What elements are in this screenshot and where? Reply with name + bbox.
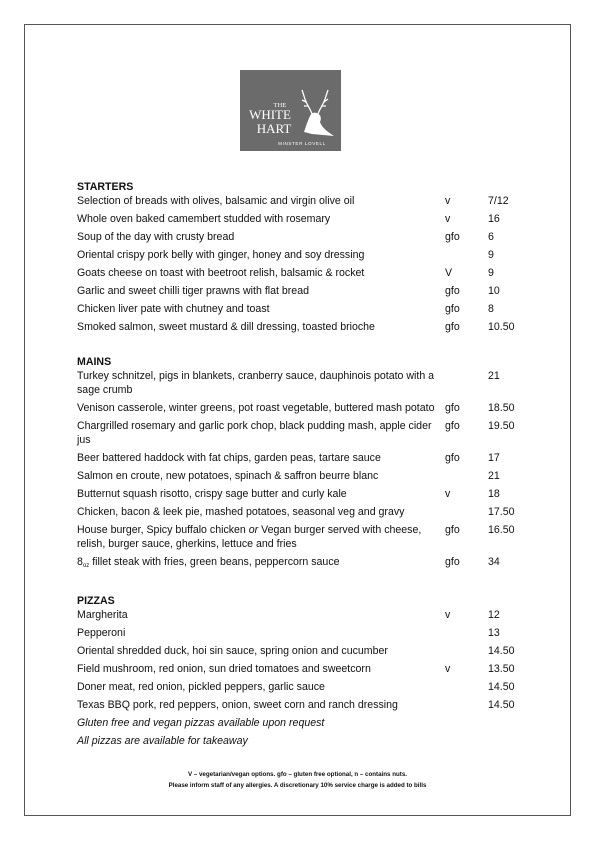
- item-description: [77, 555, 439, 573]
- menu-item: [77, 302, 527, 320]
- item-description: Smoked salmon, sweet mustard & dill dressing, toasted brioche: [77, 321, 375, 333]
- starters-title: STARTERS: [77, 181, 134, 193]
- item-description: Butternut squash risotto, crispy sage butter and curly kale: [77, 488, 347, 500]
- item-price: 9: [488, 267, 494, 279]
- menu-item: [77, 248, 527, 266]
- menu-item: [77, 608, 527, 626]
- steak-weight: 8: [77, 556, 83, 568]
- item-price: 14.50: [488, 681, 515, 693]
- item-description: Beer battered haddock with fat chips, garden peas, tartare sauce: [77, 452, 381, 464]
- item-description: Salmon en croute, new potatoes, spinach & saffron beurre blanc: [77, 470, 379, 482]
- item-description: Whole oven baked camembert studded with rosemary: [77, 213, 331, 225]
- item-dietary-tag: gfo: [445, 420, 460, 432]
- item-dietary-tag: gfo: [445, 285, 460, 297]
- item-price: 6: [488, 231, 494, 243]
- menu-item: [77, 626, 527, 644]
- pizza-note-gluten-free: Gluten free and vegan pizzas available upon request: [77, 717, 325, 729]
- item-price: 21: [488, 370, 500, 382]
- item-dietary-tag: gfo: [445, 303, 460, 315]
- menu: [77, 180, 527, 752]
- logo-line3: HART: [256, 121, 292, 136]
- item-price: 9: [488, 249, 494, 261]
- item-description: Chicken, bacon & leek pie, mashed potatoes, seasonal veg and gravy: [77, 506, 405, 518]
- menu-item: [77, 284, 527, 302]
- steak-weight-unit: oz: [82, 563, 90, 569]
- item-price: 17: [488, 452, 500, 464]
- item-price: 16.50: [488, 524, 515, 536]
- menu-item: [77, 401, 527, 419]
- item-description: Margherita: [77, 609, 128, 621]
- menu-item: [77, 662, 527, 680]
- starters-list: [77, 194, 527, 338]
- item-description: Chicken liver pate with chutney and toast: [77, 303, 270, 315]
- item-price: 34: [488, 556, 500, 568]
- item-price: 21: [488, 470, 500, 482]
- logo-line4: MINSTER LOVELL: [278, 141, 326, 146]
- item-description: [77, 523, 439, 551]
- item-description: Chargrilled rosemary and garlic pork chop, black pudding mash, apple cider jus: [77, 420, 432, 446]
- menu-item: [77, 487, 527, 505]
- logo-line2: WHITE: [249, 107, 291, 122]
- menu-item: [77, 644, 527, 662]
- menu-item: [77, 505, 527, 523]
- footer-service-note: Please inform staff of any allergies. A discretionary 10% service charge is added to bills: [168, 782, 427, 789]
- item-price: 17.50: [488, 506, 515, 518]
- item-price: 18.50: [488, 402, 515, 414]
- item-description: Garlic and sweet chilli tiger prawns with flat bread: [77, 285, 309, 297]
- item-description: Turkey schnitzel, pigs in blankets, cranberry sauce, dauphinois potato with a sage crumb: [77, 370, 435, 396]
- item-price: 10.50: [488, 321, 515, 333]
- item-description: Texas BBQ pork, red peppers, onion, sweet corn and ranch dressing: [77, 699, 398, 711]
- pizzas-title: PIZZAS: [77, 595, 115, 607]
- item-dietary-tag: gfo: [445, 402, 460, 414]
- item-description: Doner meat, red onion, pickled peppers, garlic sauce: [77, 681, 325, 693]
- mains-list: [77, 369, 527, 577]
- menu-item: [77, 369, 527, 401]
- item-price: 14.50: [488, 699, 515, 711]
- logo: [240, 70, 341, 151]
- item-dietary-tag: v: [445, 195, 451, 207]
- item-dietary-tag: v: [445, 213, 451, 225]
- item-description: Pepperoni: [77, 627, 126, 639]
- item-dietary-tag: v: [445, 488, 451, 500]
- menu-item: [77, 230, 527, 248]
- pizzas-list: [77, 608, 527, 716]
- menu-item: [77, 555, 527, 577]
- item-price: 19.50: [488, 420, 515, 432]
- item-dietary-tag: V: [445, 267, 453, 279]
- item-description-or: or: [248, 524, 259, 536]
- item-description-part: House burger, Spicy buffalo chicken: [77, 524, 249, 536]
- item-price: 16: [488, 213, 500, 225]
- menu-item: [77, 698, 527, 716]
- item-price: 14.50: [488, 645, 515, 657]
- item-description: Soup of the day with crusty bread: [77, 231, 235, 243]
- item-dietary-tag: gfo: [445, 524, 460, 536]
- menu-item: [77, 451, 527, 469]
- item-price: 13.50: [488, 663, 515, 675]
- item-description: Venison casserole, winter greens, pot roast vegetable, buttered mash potato: [77, 402, 435, 414]
- menu-item: [77, 320, 527, 338]
- menu-item: [77, 419, 527, 451]
- item-price: 12: [488, 609, 500, 621]
- mains-title: MAINS: [77, 356, 112, 368]
- item-description: Oriental shredded duck, hoi sin sauce, spring onion and cucumber: [77, 645, 388, 657]
- logo-line1: THE: [273, 102, 287, 109]
- menu-item: [77, 212, 527, 230]
- item-price: 8: [488, 303, 494, 315]
- pizza-note-takeaway: All pizzas are available for takeaway: [77, 735, 248, 747]
- menu-item: [77, 266, 527, 284]
- item-description-part: fillet steak with fries, green beans, peppercorn sauce: [89, 556, 340, 568]
- item-dietary-tag: gfo: [445, 231, 460, 243]
- logo-graphic: [240, 70, 341, 151]
- item-description: Selection of breads with olives, balsamic and virgin olive oil: [77, 195, 355, 207]
- footer-allergen-key: V – vegetarian/vegan options. gfo – gluten free optional, n – contains nuts.: [187, 771, 407, 778]
- item-price: 7/12: [488, 195, 509, 207]
- menu-item: [77, 469, 527, 487]
- item-price: 13: [488, 627, 500, 639]
- item-dietary-tag: gfo: [445, 556, 460, 568]
- item-dietary-tag: v: [445, 663, 451, 675]
- item-dietary-tag: gfo: [445, 452, 460, 464]
- item-description-part: Vegan burger served with cheese, relish, burger sauce, gherkins, lettuce and fries: [77, 524, 422, 550]
- menu-item: [77, 194, 527, 212]
- item-price: 18: [488, 488, 500, 500]
- item-description: Oriental crispy pork belly with ginger, honey and soy dressing: [77, 249, 365, 261]
- item-dietary-tag: gfo: [445, 321, 460, 333]
- item-description: Goats cheese on toast with beetroot relish, balsamic & rocket: [77, 267, 365, 279]
- item-price: 10: [488, 285, 500, 297]
- menu-item: [77, 523, 527, 555]
- stag-head-icon: [302, 90, 334, 136]
- item-dietary-tag: v: [445, 609, 451, 621]
- item-description: Field mushroom, red onion, sun dried tomatoes and sweetcorn: [77, 663, 371, 675]
- menu-item: [77, 680, 527, 698]
